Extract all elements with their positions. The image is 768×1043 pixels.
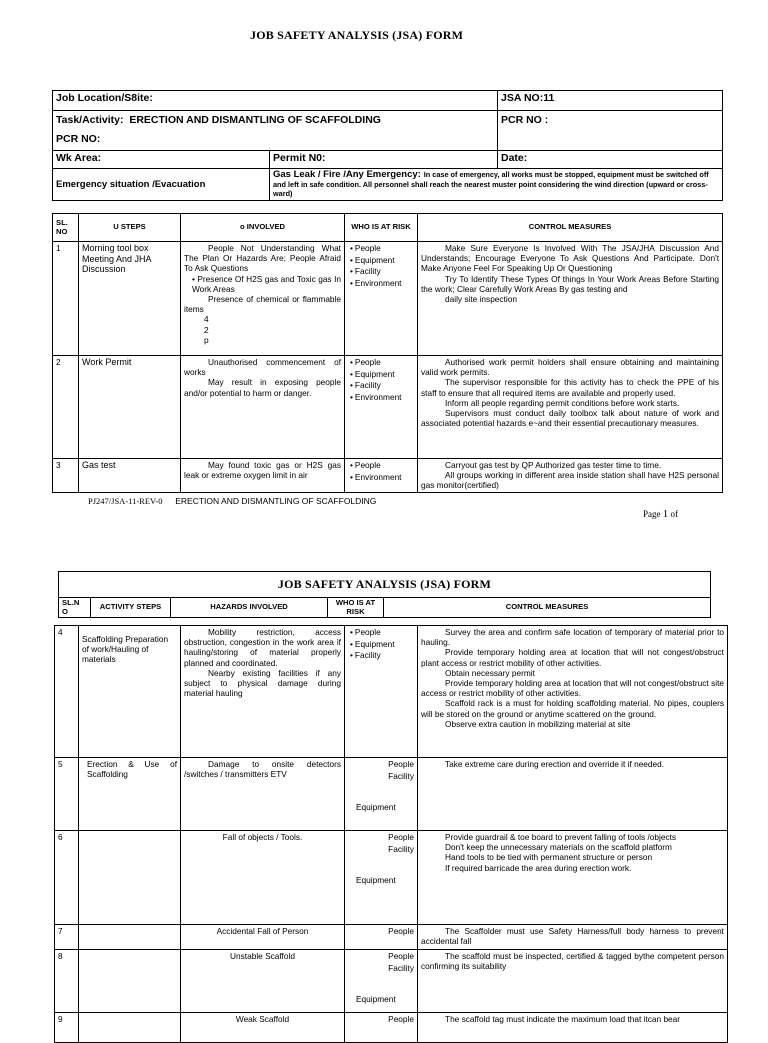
page-number (643, 508, 678, 520)
date-label: Date: (501, 152, 528, 164)
task-cell (53, 111, 498, 151)
jsa-table-page1 (52, 213, 723, 493)
footer-ref: PJ247/JSA-11-REV-0 (88, 496, 163, 506)
risk-item: Facility (388, 844, 414, 855)
control-text: Provide guardrail & toe board to prevent falling of tools /objects (445, 832, 677, 842)
page-of: of (670, 509, 678, 519)
wk-area-label: Wk Area: (56, 152, 102, 164)
hazard-cell (181, 831, 345, 925)
hazard-text: Mobility restriction, access obstruction, congestion in the work area if hauling/storing of material properly planned and coordinated. (184, 627, 341, 668)
risk-item: Equipment (356, 875, 396, 886)
emergency-label: Emergency situation /Evacuation (56, 179, 206, 190)
hazard-text: 4 (204, 314, 209, 325)
control-cell (418, 626, 728, 758)
col-control: CONTROL MEASURES (384, 598, 711, 618)
col-sl-no: SL. NO (53, 214, 79, 242)
job-location-label: Job Location/S8ite: (56, 92, 153, 104)
activity-step: Gas test (79, 459, 181, 493)
control-text: Make Sure Everyone Is Involved With The JSA/JHA Discussion And Understands; Encourage Everyone To Ask Questions And Participate. Don't Make Anyone Feel For Speaking Up Or Questioning (421, 243, 719, 274)
row-number: 6 (55, 831, 79, 925)
risk-item-plain (350, 472, 414, 482)
risk-item: Facility (388, 963, 414, 974)
page2-header-table (58, 571, 711, 618)
table-row (55, 1013, 728, 1043)
table-row (55, 626, 728, 758)
control-text: The supervisor responsible for this activity has to check the PPE of his staff to ensure that all required items are available and properly used. (421, 377, 719, 398)
page2-title: JOB SAFETY ANALYSIS (JSA) FORM (277, 576, 492, 591)
pcr-no-right-cell (498, 111, 723, 151)
col-involved: o INVOLVED (181, 214, 345, 242)
risk-cell (345, 831, 418, 925)
hazard-cell (181, 950, 345, 1013)
col-who-at-risk: WHO IS AT RISK (328, 598, 384, 618)
control-cell (418, 758, 728, 831)
emergency-instructions: In case of emergency, all works must be stopped, equipment must be switched off and left in safe condition. All personnel shall reach the nearest muster point considering the wind direction (upward or cross-ward) (273, 170, 709, 198)
activity-step (79, 831, 181, 925)
hazard-cell (181, 925, 345, 950)
hazard-cell (181, 1013, 345, 1043)
activity-step: Morning tool box Meeting And JHA Discussion (79, 242, 181, 356)
risk-item: • Equipment (350, 255, 414, 265)
activity-step (79, 925, 181, 950)
table-row (53, 459, 723, 493)
risk-cell (345, 459, 418, 493)
risk-item: People (388, 832, 414, 842)
jsa-no-cell (498, 91, 723, 111)
control-text: The Scaffolder must use Safety Harness/full body harness to prevent accidental fall (421, 926, 724, 947)
risk-item: • Facility (350, 380, 414, 390)
hazard-text: Weak Scaffold (235, 1014, 290, 1024)
control-text: Survey the area and confirm safe location of temporary of material prior to hauling. (421, 627, 724, 648)
hazard-text: 2 (204, 324, 209, 335)
risk-item: • People (350, 460, 414, 470)
emergency-text-cell (270, 169, 723, 201)
page-title: JOB SAFETY ANALYSIS (JSA) FORM (250, 28, 464, 42)
control-text: Scaffold rack is a must for holding scaffolding material. No pipes, couplers will be stored on the ground or anytime scattered on the ground. (421, 698, 724, 719)
risk-cell (345, 626, 418, 758)
risk-item: • Environment (350, 278, 414, 288)
risk-item: • Facility (350, 650, 414, 660)
hazard-cell (181, 758, 345, 831)
risk-item: People (388, 759, 414, 769)
col-hazards: HAZARDS INVOLVED (171, 598, 328, 618)
control-text: Supervisors must conduct daily toolbox talk about nature of work and associated potential hazards e~and their essential precautionary measures. (421, 408, 719, 429)
control-text: Provide temporary holding area at location that will not congest/obstruct plant access or restrict mobility of other activities. (421, 647, 724, 668)
activity-step-text: Erection & Use of Scaffolding (87, 759, 177, 780)
row-number: 2 (53, 356, 79, 459)
risk-cell (345, 242, 418, 356)
risk-item-text: Environment (354, 471, 402, 482)
col-who-at-risk: WHO IS AT RISK (345, 214, 418, 242)
page-label: Page (643, 509, 661, 519)
table-row (53, 356, 723, 459)
table-row (55, 925, 728, 950)
risk-item: People (388, 1014, 414, 1024)
jsa-table-page2 (54, 625, 728, 1043)
permit-no-label: Permit N0: (273, 152, 326, 164)
col-steps: U STEPS (79, 214, 181, 242)
table-row (55, 950, 728, 1013)
hazard-text: p (204, 334, 209, 345)
control-text: daily site inspection (445, 294, 517, 305)
risk-item: • People (350, 357, 414, 367)
control-text: All groups working in different area inside station shall have H2S personal gas monitor(certified) (421, 470, 719, 491)
hazard-text: Accidental Fall of Person (216, 926, 309, 936)
date-cell (498, 151, 723, 169)
page-num: 1 (662, 508, 669, 520)
control-cell (418, 831, 728, 925)
hazard-text: May found toxic gas or H2S gas leak or extreme oxygen limit in air (184, 460, 341, 481)
risk-item: • Facility (350, 266, 414, 276)
risk-item: • Environment (350, 392, 414, 402)
risk-item: • Equipment (350, 639, 414, 649)
risk-item: Facility (388, 771, 414, 782)
hazard-cell (181, 459, 345, 493)
activity-step (79, 1013, 181, 1043)
control-text: Authorised work permit holders shall ensure obtaining and maintaining valid work permits. (421, 357, 719, 378)
control-cell (418, 356, 723, 459)
hazard-cell (181, 242, 345, 356)
hazard-text: Unstable Scaffold (230, 951, 295, 961)
table-row (55, 758, 728, 831)
control-cell (418, 242, 723, 356)
control-text: Carryout gas test by QP Authorized gas tester time to time. (445, 460, 662, 470)
col-control: CONTROL MEASURES (418, 214, 723, 242)
header-table (52, 90, 723, 201)
hazard-text: Presence of chemical or flammable items (184, 294, 341, 315)
table-row (55, 831, 728, 925)
pcr-no-label: PCR NO: (56, 133, 101, 145)
task-label: Task/Activity: (56, 114, 124, 126)
risk-item: Equipment (356, 994, 396, 1005)
hazard-cell (181, 356, 345, 459)
footer-text: ERECTION AND DISMANTLING OF SCAFFOLDING (175, 496, 377, 506)
permit-no-cell (270, 151, 498, 169)
hazard-text: Unauthorised commencement of works (184, 357, 341, 378)
activity-step: Work Permit (79, 356, 181, 459)
risk-item: • People (350, 627, 414, 637)
row-number: 8 (55, 950, 79, 1013)
control-text: Inform all people regarding permit conditions before work starts. (445, 397, 680, 408)
control-text: If required barricade the area during erection work. (445, 862, 632, 873)
pcr-no-right: PCR NO : (501, 114, 549, 126)
activity-step (79, 950, 181, 1013)
hazard-text: • Presence Of H2S gas and Toxic gas In Work Areas (192, 273, 341, 294)
table-row (53, 242, 723, 356)
row-number: 1 (53, 242, 79, 356)
footer-reference (88, 496, 376, 506)
row-number: 4 (55, 626, 79, 758)
activity-step (79, 758, 181, 831)
control-text: Don't keep the unnecessary materials on the scaffold platform (445, 842, 672, 853)
risk-item: People (388, 951, 414, 961)
control-cell (418, 950, 728, 1013)
risk-cell (345, 758, 418, 831)
risk-cell (345, 950, 418, 1013)
col-sl-no: SL.N O (59, 598, 91, 618)
risk-cell (345, 925, 418, 950)
control-cell (418, 925, 728, 950)
control-text: Hand tools to be tied with permanent structure or person (445, 852, 653, 863)
col-activity-steps: ACTIVITY STEPS (91, 598, 171, 618)
hazard-text: Damage to onsite detectors /switches / transmitters ETV (184, 759, 341, 780)
control-text: Provide temporary holding area at location that will not congest/obstruct site access or restrict mobility of other activities. (421, 678, 724, 699)
hazard-text: May result in exposing people and/or potential to harm or danger. (184, 377, 341, 398)
hazard-text: Nearby existing facilities if any subject to physical damage during material hauling (184, 667, 341, 699)
hazard-text: Fall of objects / Tools. (222, 832, 303, 842)
jsa-no: JSA NO:11 (501, 92, 555, 104)
row-number: 5 (55, 758, 79, 831)
control-cell (418, 1013, 728, 1043)
row-number: 9 (55, 1013, 79, 1043)
control-text: Observe extra caution in mobilizing material at site (445, 718, 631, 729)
risk-item: Equipment (356, 802, 396, 813)
hazard-cell (181, 626, 345, 758)
control-text: The scaffold tag must indicate the maximum load that itcan bear (445, 1014, 681, 1024)
risk-cell (345, 1013, 418, 1043)
control-text: Try To Identify These Types Of things In Your Work Areas Before Starting the work; Clear Carefully Work Areas By gas testing and (421, 273, 719, 294)
risk-item: • People (350, 243, 414, 253)
risk-item: People (388, 926, 414, 936)
wk-area-cell (53, 151, 270, 169)
row-number: 7 (55, 925, 79, 950)
task-value: ERECTION AND DISMANTLING OF SCAFFOLDING (129, 114, 381, 126)
page2-title-cell (59, 572, 711, 598)
emergency-title: Gas Leak / Fire /Any Emergency: (273, 169, 421, 180)
job-location-cell (53, 91, 498, 111)
risk-item: • Equipment (350, 369, 414, 379)
control-text: Take extreme care during erection and override it if needed. (445, 759, 665, 769)
control-text: The scaffold must be inspected, certified & tagged bythe competent person confirming its suitability (421, 951, 724, 972)
row-number: 3 (53, 459, 79, 493)
control-cell (418, 459, 723, 493)
hazard-text: People Not Understanding What The Plan Or Hazards Are; People Afraid To Ask Questions (184, 243, 341, 274)
control-text: Obtain necessary permit (445, 667, 535, 678)
emergency-label-cell (53, 169, 270, 201)
risk-cell (345, 356, 418, 459)
activity-step: Scaffolding Preparation of work/Hauling of materials (79, 626, 181, 758)
